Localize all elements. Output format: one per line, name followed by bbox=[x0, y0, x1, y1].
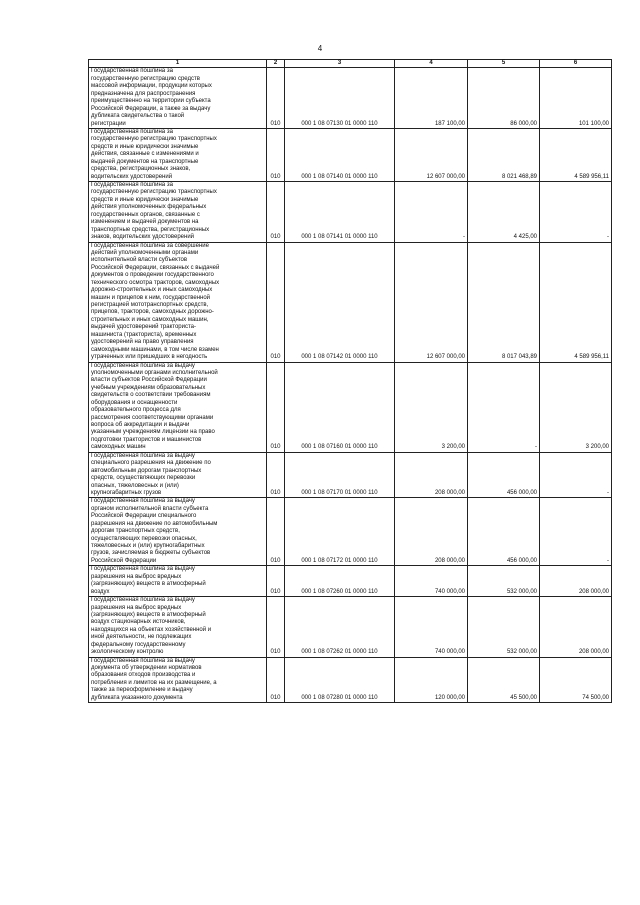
row-line-code: 010 bbox=[267, 68, 285, 129]
row-description: Государственная пошлина за государственную регистрацию транспортных средств и иные юридически значимые действия, связанные с изменениями и выдачей документов на транспортные средства, регистрационных знаков, водительских удостоверений bbox=[89, 128, 267, 181]
column-number-row bbox=[89, 60, 612, 68]
row-line-code: 010 bbox=[267, 566, 285, 597]
row-value-col5: 532 000,00 bbox=[468, 566, 540, 597]
row-value-col6: - bbox=[540, 498, 612, 566]
row-value-col6: 4 589 956,11 bbox=[540, 242, 612, 362]
row-classification-code: 000 1 08 07142 01 0000 110 bbox=[285, 242, 395, 362]
row-value-col6: - bbox=[540, 452, 612, 498]
row-description: Государственная пошлина за государственную регистрацию средств массовой информации, продукции которых предназначена для распространения преимущественно на территории субъекта Российской Федерации, а также за выдачу дубликата свидетельства о такой регистрации bbox=[89, 68, 267, 129]
row-description: Государственная пошлина за выдачу разрешения на выброс вредных (загрязняющих) веществ в атмосферный воздух bbox=[89, 566, 267, 597]
row-description: Государственная пошлина за выдачу уполномоченными органами исполнительной власти субъектов Российской Федерации учебным учреждениям образовательных свидетельств о соответствии требованиям оборудования и оснащенности образовательного процесса для рассмотрения соответствующими органами вопроса об аккредитации и выдачи указанным учреждениям лицензии на право подготовки трактористов и машинистов самоходных машин bbox=[89, 362, 267, 452]
row-value-col6: 3 200,00 bbox=[540, 362, 612, 452]
row-line-code: 010 bbox=[267, 597, 285, 658]
row-line-code: 010 bbox=[267, 362, 285, 452]
row-line-code: 010 bbox=[267, 498, 285, 566]
table-row bbox=[89, 452, 612, 498]
row-description: Государственная пошлина за выдачу органом исполнительной власти субъекта Российской Федерации специального разрешения на движение по автомобильным дорогам транспортных средств, осуществляющих перевозки опасных, тяжеловесных и (или) крупногабаритных грузов, зачисляемая в бюджеты субъектов Российской Федерации bbox=[89, 498, 267, 566]
row-value-col6: 101 100,00 bbox=[540, 68, 612, 129]
row-value-col4: - bbox=[395, 182, 468, 243]
table-row bbox=[89, 362, 612, 452]
table-row bbox=[89, 182, 612, 243]
column-header-3: 3 bbox=[285, 60, 395, 68]
row-description: Государственная пошлина за выдачу документа об утверждении нормативов образования отходов производства и потребления и лимитов на их размещение, а также за переоформление и выдачу дубликата указанного документа bbox=[89, 657, 267, 703]
row-line-code: 010 bbox=[267, 182, 285, 243]
row-line-code: 010 bbox=[267, 657, 285, 703]
row-classification-code: 000 1 08 07130 01 0000 110 bbox=[285, 68, 395, 129]
row-value-col5: 86 000,00 bbox=[468, 68, 540, 129]
row-classification-code: 000 1 08 07260 01 0000 110 bbox=[285, 566, 395, 597]
column-header-2: 2 bbox=[267, 60, 285, 68]
table-row bbox=[89, 657, 612, 703]
row-classification-code: 000 1 08 07262 01 0000 110 bbox=[285, 597, 395, 658]
table-row bbox=[89, 242, 612, 362]
row-classification-code: 000 1 08 07140 01 0000 110 bbox=[285, 128, 395, 181]
row-classification-code: 000 1 08 07160 01 0000 110 bbox=[285, 362, 395, 452]
row-value-col4: 740 000,00 bbox=[395, 566, 468, 597]
row-value-col6: 74 500,00 bbox=[540, 657, 612, 703]
table-row bbox=[89, 128, 612, 181]
row-line-code: 010 bbox=[267, 128, 285, 181]
table-row bbox=[89, 498, 612, 566]
row-value-col4: 208 000,00 bbox=[395, 452, 468, 498]
column-header-5: 5 bbox=[468, 60, 540, 68]
page-number: 4 bbox=[317, 44, 323, 53]
row-value-col4: 120 000,00 bbox=[395, 657, 468, 703]
table-row bbox=[89, 597, 612, 658]
row-value-col4: 208 000,00 bbox=[395, 498, 468, 566]
row-value-col4: 187 100,00 bbox=[395, 68, 468, 129]
row-description: Государственная пошлина за государственную регистрацию транспортных средств и иные юридически значимые действия уполномоченных федеральных государственных органов, связанные с изменением и выдачей документов на транспортные средства, регистрационных знаков, водительских удостоверений bbox=[89, 182, 267, 243]
row-value-col6: 208 000,00 bbox=[540, 597, 612, 658]
column-header-1: 1 bbox=[89, 60, 267, 68]
row-value-col6: - bbox=[540, 182, 612, 243]
revenue-table bbox=[88, 59, 612, 703]
row-value-col4: 740 000,00 bbox=[395, 597, 468, 658]
row-classification-code: 000 1 08 07172 01 0000 110 bbox=[285, 498, 395, 566]
row-value-col5: 4 425,00 bbox=[468, 182, 540, 243]
row-value-col4: 12 607 000,00 bbox=[395, 242, 468, 362]
row-description: Государственная пошлина за выдачу разрешения на выброс вредных (загрязняющих) веществ в атмосферный воздух стационарных источников, находящихся на объектах хозяйственной и иной деятельности, не подлежащих федеральному государственному экологическому контролю bbox=[89, 597, 267, 658]
row-description: Государственная пошлина за выдачу специального разрешения на движение по автомобильным дорогам транспортных средств, осуществляющих перевозки опасных, тяжеловесных и (или) крупногабаритных грузов bbox=[89, 452, 267, 498]
row-classification-code: 000 1 08 07141 01 0000 110 bbox=[285, 182, 395, 243]
table-row bbox=[89, 68, 612, 129]
row-value-col5: 8 021 468,89 bbox=[468, 128, 540, 181]
row-value-col5: 456 000,00 bbox=[468, 498, 540, 566]
row-value-col4: 3 200,00 bbox=[395, 362, 468, 452]
table-row bbox=[89, 566, 612, 597]
column-header-6: 6 bbox=[540, 60, 612, 68]
column-header-4: 4 bbox=[395, 60, 468, 68]
row-value-col6: 208 000,00 bbox=[540, 566, 612, 597]
row-value-col6: 4 589 956,11 bbox=[540, 128, 612, 181]
row-classification-code: 000 1 08 07170 01 0000 110 bbox=[285, 452, 395, 498]
row-line-code: 010 bbox=[267, 452, 285, 498]
row-line-code: 010 bbox=[267, 242, 285, 362]
row-value-col5: 456 000,00 bbox=[468, 452, 540, 498]
row-value-col4: 12 607 000,00 bbox=[395, 128, 468, 181]
row-value-col5: - bbox=[468, 362, 540, 452]
row-value-col5: 45 500,00 bbox=[468, 657, 540, 703]
row-description: Государственная пошлина за совершение действий уполномоченными органами исполнительной власти субъектов Российской Федерации, связанных с выдачей документов о проведении государственного технического осмотра тракторов, самоходных дорожно-строительных и иных самоходных машин и прицепов к ним, государственной регистрацией мототранспортных средств, прицепов, тракторов, самоходных дорожно- строительных и иных самоходных машин, выдачей удостоверений тракториста- машиниста (тракториста), временных удостоверений на право управления самоходными машинами, в том числе взамен утраченных или пришедших в негодность bbox=[89, 242, 267, 362]
row-classification-code: 000 1 08 07280 01 0000 110 bbox=[285, 657, 395, 703]
row-value-col5: 532 000,00 bbox=[468, 597, 540, 658]
row-value-col5: 8 017 043,89 bbox=[468, 242, 540, 362]
